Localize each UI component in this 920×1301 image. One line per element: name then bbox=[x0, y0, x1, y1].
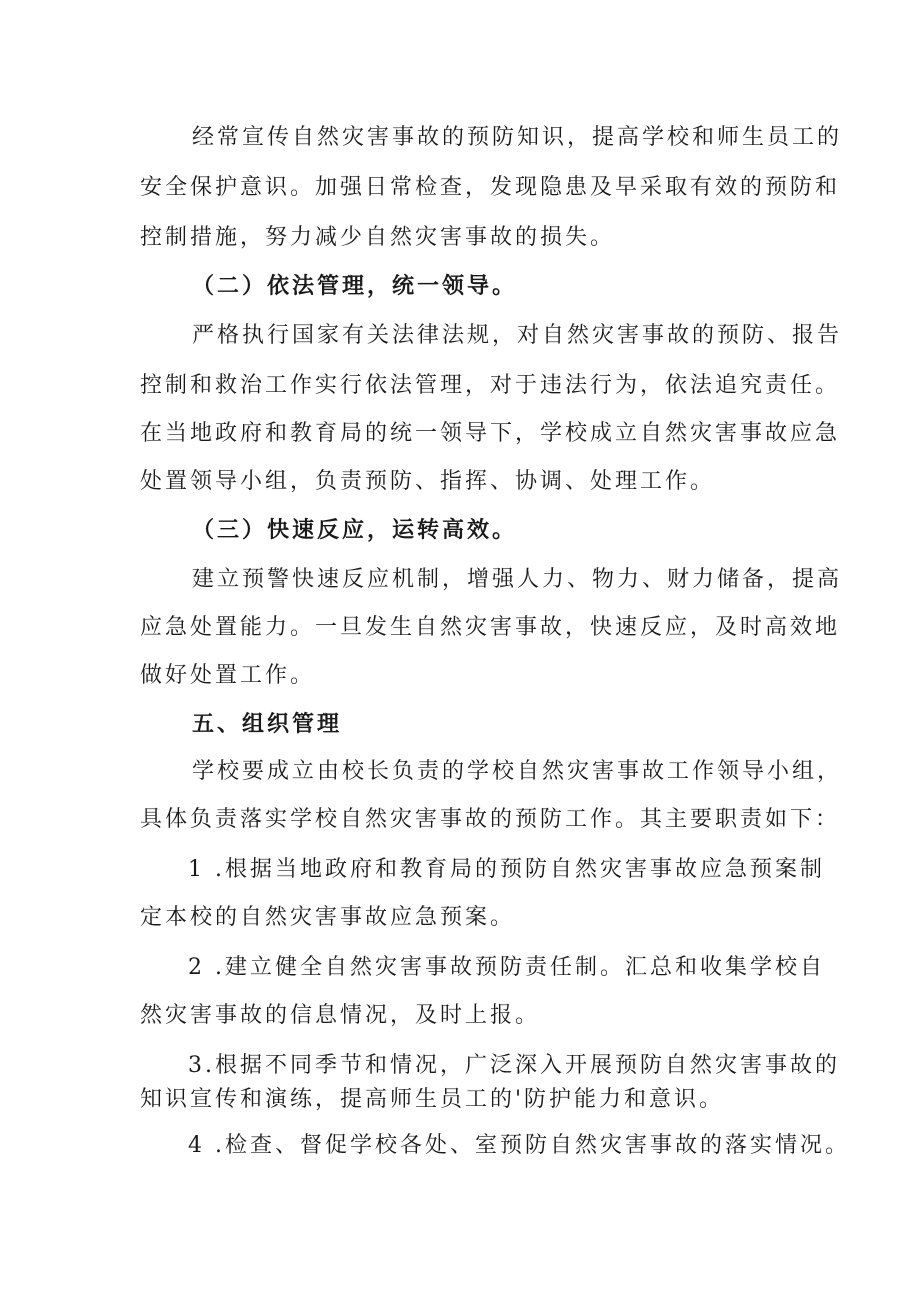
list-item-line: 3.根据不同季节和情况，广泛深入开展预防自然灾害事故的 bbox=[188, 1053, 840, 1078]
list-item-line: 1 .根据当地政府和教育局的预防自然灾害事故应急预案制 bbox=[188, 857, 825, 882]
paragraph-line: 应急处置能力。一旦发生自然灾害事故，快速反应，及时高效地 bbox=[140, 615, 841, 640]
paragraph-line: 做好处置工作。 bbox=[140, 663, 316, 688]
paragraph-line: 控制和救治工作实行依法管理，对于违法行为，依法追究责任。 bbox=[140, 373, 841, 398]
paragraph-line: 严格执行国家有关法律法规，对自然灾害事故的预防、报告 bbox=[192, 323, 843, 348]
paragraph-line: 建立预警快速反应机制，增强人力、物力、财力储备，提高 bbox=[192, 567, 843, 592]
paragraph-line: 安全保护意识。加强日常检查，发现隐患及早采取有效的预防和 bbox=[140, 175, 841, 200]
list-item-line: 定本校的自然灾害事故应急预案。 bbox=[140, 905, 516, 930]
paragraph-line: 控制措施，努力减少自然灾害事故的损失。 bbox=[140, 225, 616, 250]
section-heading-2: （二）依法管理，统一领导。 bbox=[192, 273, 518, 299]
list-item-line: 4 .检查、督促学校各处、室预防自然灾害事故的落实情况。 bbox=[188, 1133, 850, 1158]
paragraph-line: 具体负责落实学校自然灾害事故的预防工作。其主要职责如下： bbox=[140, 807, 841, 832]
section-heading-3: （三）快速反应，运转高效。 bbox=[192, 517, 518, 543]
paragraph-line: 经常宣传自然灾害事故的预防知识，提高学校和师生员工的 bbox=[192, 125, 843, 150]
list-item-line: 然灾害事故的信息情况，及时上报。 bbox=[140, 1003, 541, 1028]
list-item-line: 2 .建立健全自然灾害事故预防责任制。汇总和收集学校自 bbox=[188, 955, 825, 980]
paragraph-line: 处置领导小组，负责预防、指挥、协调、处理工作。 bbox=[140, 469, 716, 494]
list-item-line: 知识宣传和演练，提高师生员工的'防护能力和意识。 bbox=[140, 1087, 725, 1112]
paragraph-line: 学校要成立由校长负责的学校自然灾害事故工作领导小组， bbox=[192, 759, 843, 784]
section-5-heading: 五、组织管理 bbox=[192, 711, 343, 737]
paragraph-line: 在当地政府和教育局的统一领导下，学校成立自然灾害事故应急 bbox=[140, 421, 841, 446]
